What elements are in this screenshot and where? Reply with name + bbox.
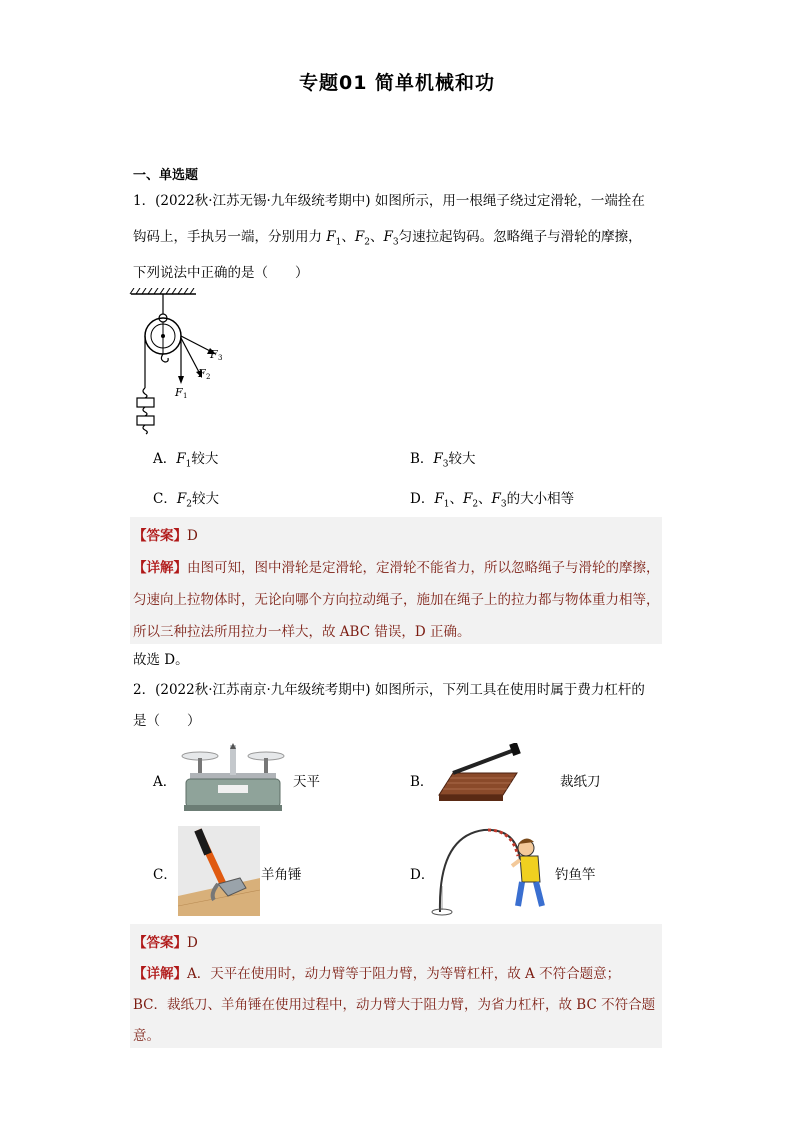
q2-option-b[interactable]: B． [410, 774, 434, 790]
q2-answer-box [130, 924, 662, 1048]
q2-option-d[interactable]: D． [410, 867, 435, 883]
q1-stem-line1: 1．(2022秋·江苏无锡·九年级统考期中) 如图所示，用一根绳子绕过定滑轮，一端拴在 [133, 193, 645, 209]
page-title: 专题01 简单机械和功 [298, 72, 496, 94]
label-f3: F [210, 348, 218, 361]
q2-option-b-label: 裁纸刀 [560, 774, 601, 790]
q2-stem-line2: 是（ ） [133, 713, 201, 729]
q1-answer: 【答案】D [133, 528, 198, 544]
section-heading: 一、单选题 [133, 168, 199, 183]
paper-cutter-image [433, 743, 523, 811]
q1-detail-line1: 【详解】由图可知，图中滑轮是定滑轮，定滑轮不能省力，所以忽略绳子与滑轮的摩擦， [133, 560, 660, 576]
q2-detail-line2: BC．裁纸刀、羊角锤在使用过程中，动力臂大于阻力臂，为省力杠杆，故 BC 不符合题 [133, 997, 656, 1013]
q1-stem-line2: 钩码上，手执另一端，分别用力 $F_1$、$F_2$、$F_3$匀速拉起钩码。忽略绳子与滑轮的摩擦， [133, 229, 642, 248]
q1-detail-line2: 匀速向上拉物体时，无论向哪个方向拉动绳子，施加在绳子上的拉力都与物体重力相等， [133, 592, 660, 608]
q1-detail-line3: 所以三种拉法所用拉力一样大，故 ABC 错误，D 正确。 [133, 624, 471, 640]
q2-detail-line3: 意。 [133, 1028, 160, 1044]
q2-option-a[interactable]: A． [153, 774, 177, 790]
q2-stem-line1: 2．(2022秋·江苏南京·九年级统考期中) 如图所示，下列工具在使用时属于费力杠杆的 [133, 682, 645, 698]
pulley-diagram [128, 288, 238, 436]
label-f2-sub: 2 [206, 373, 211, 381]
q1-option-c[interactable]: C．$F_2$较大 [153, 491, 219, 510]
label-f3-sub: 3 [218, 354, 223, 362]
label-f1-sub: 1 [183, 392, 188, 400]
claw-hammer-image [178, 826, 260, 916]
q1-option-a[interactable]: A．$F_1$较大 [153, 451, 219, 470]
q1-option-d[interactable]: D．$F_1$、$F_2$、$F_3$的大小相等 [410, 491, 575, 510]
q2-detail-line1: 【详解】A．天平在使用时，动力臂等于阻力臂，为等臂杠杆，故 A 不符合题意； [133, 966, 621, 982]
label-f2: F [198, 367, 206, 380]
q1-conclusion: 故选 D。 [133, 652, 189, 668]
q2-answer: 【答案】D [133, 935, 198, 951]
q1-option-b[interactable]: B．$F_3$较大 [410, 451, 476, 470]
label-f1: F [175, 386, 183, 399]
q2-option-c-label: 羊角锤 [261, 867, 302, 883]
q1-stem-line3: 下列说法中正确的是（ ） [133, 265, 309, 281]
q2-option-a-label: 天平 [293, 774, 320, 790]
q2-option-c[interactable]: C． [153, 867, 177, 883]
balance-scale-image [178, 743, 288, 813]
q2-option-d-label: 钓鱼竿 [555, 867, 596, 883]
fishing-rod-image [428, 826, 554, 918]
